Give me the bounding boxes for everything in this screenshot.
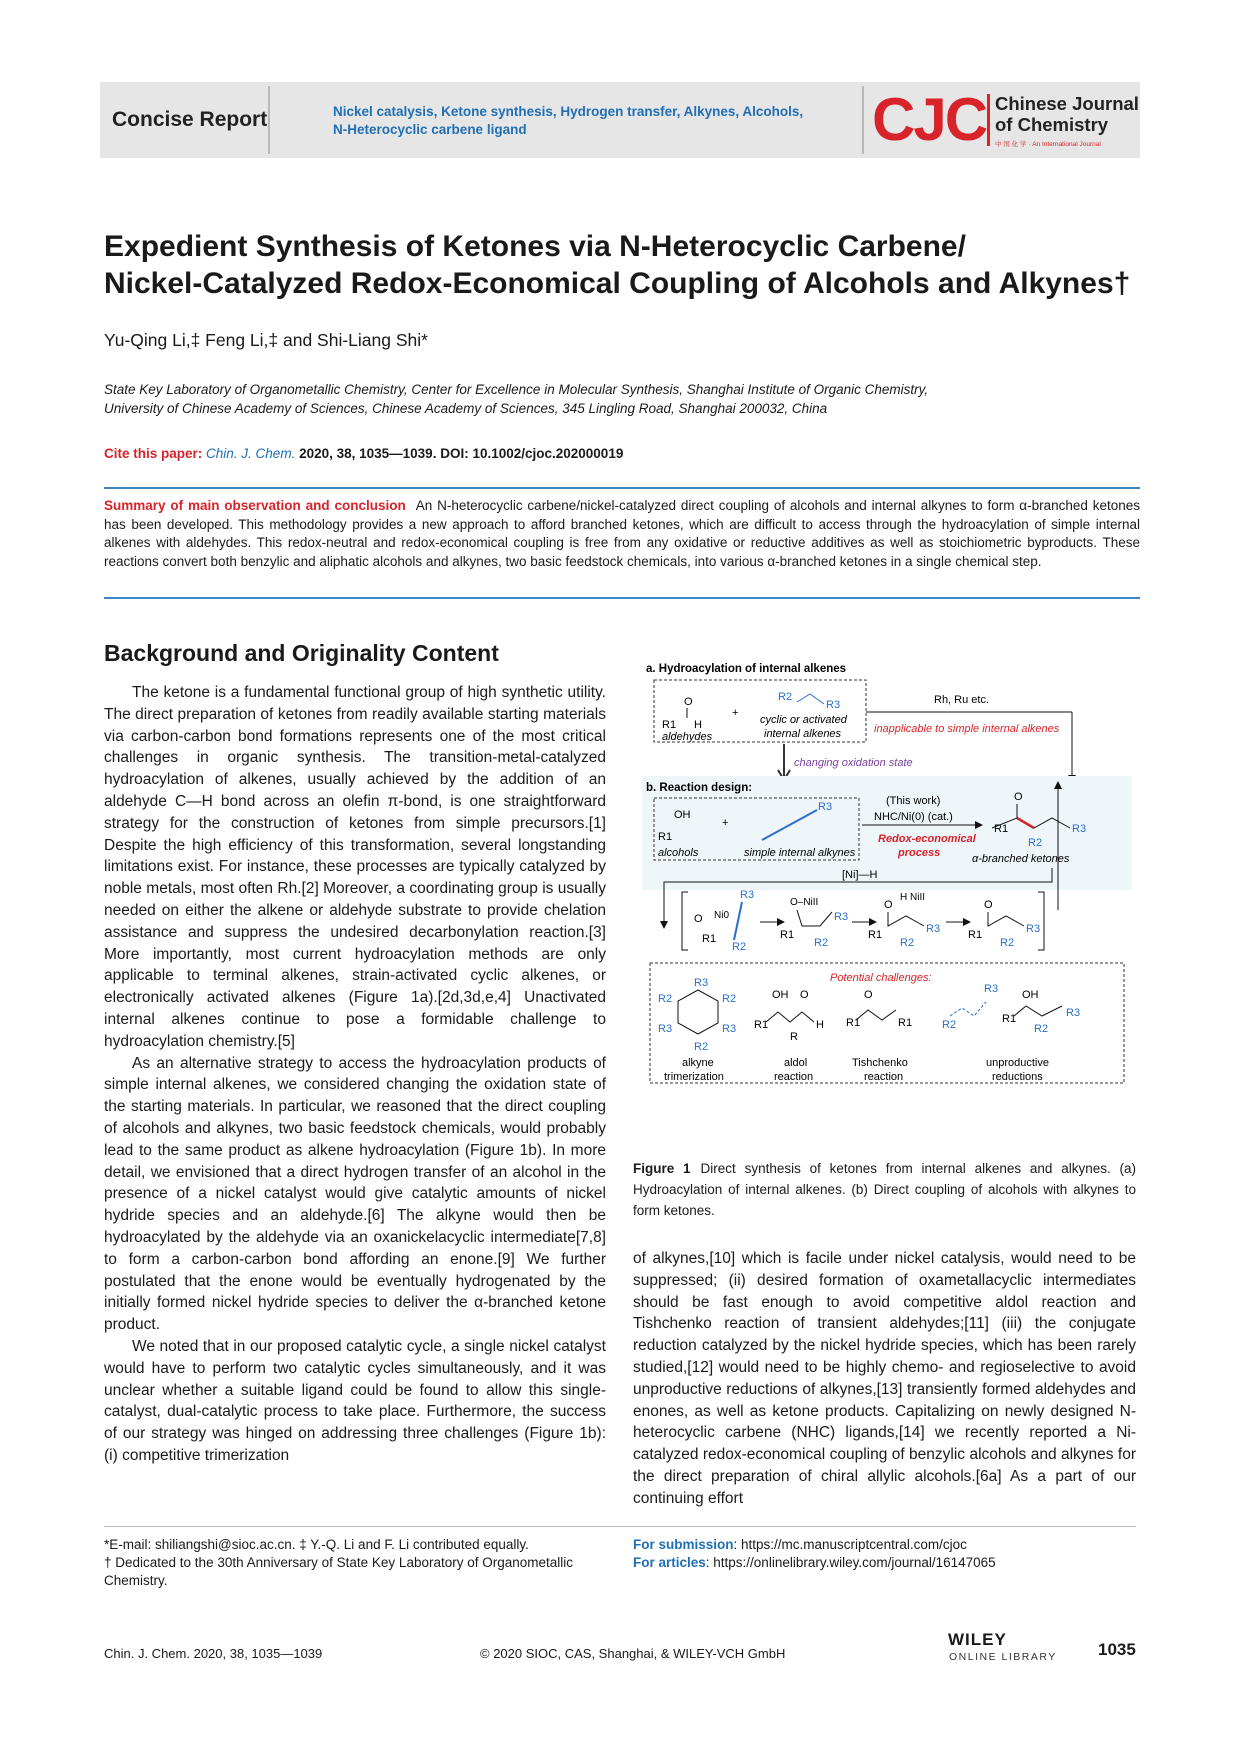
chem-H: H [816,1019,824,1031]
label-simple-alkynes: simple internal alkynes [744,847,856,859]
chem-R2: R2 [814,937,829,949]
alkyne-bond [734,902,742,940]
double-arrow [778,744,790,780]
label-a: a. Hydroacylation of internal alkenes [646,663,847,675]
summary-label: Summary of main observation and conclusion [104,498,406,513]
affiliation-line-1: State Key Laboratory of Organometallic Chemistry, Center for Excellence in Molecular Synthesis, Shanghai Institute of Organic Chemistry, [104,382,929,397]
chem-R1: R1 [662,719,677,731]
chem-R1: R1 [702,933,717,945]
label-catalyst: NHC/Ni(0) (cat.) [874,811,953,823]
label-potential: Potential challenges: [830,972,932,984]
chem-R3: R3 [722,1023,737,1035]
journal-logo: CJC [872,86,987,153]
articles-line [633,1554,1136,1572]
paragraph-4: of alkynes,[10] which is facile under nickel catalysis, would need to be suppressed; (ii) desired formation of oxametallacyclic intermediates should be fast enough to avoid competitive aldol reaction and Tishchenko reaction of transient aldehydes;[11] (iii) the conjugate reduction catalyzed by the nickel hydride species, which has been rarely studied,[12] would need to be highly chemo- and regioselective to avoid unproductive reductions of alkynes,[13] transiently formed aldehydes and enones, as well as ketone products. Capitalizing on newly designed N-heterocyclic carbene (NHC) ligands,[14] we recently reported a Ni-catalyzed redox-economical coupling of benzylic alcohols and alkynes for the direct preparation of chiral allylic alcohols.[6a] As a part of our continuing effort [633,1250,1136,1507]
summary-rule-bottom [104,597,1140,599]
cite-label: Cite this paper: [104,446,203,461]
cite-details[interactable]: 2020, 38, 1035—1039. DOI: 10.1002/cjoc.202000019 [299,446,624,461]
authors: Yu-Qing Li,‡ Feng Li,‡ and Shi-Liang Shi* [104,330,428,350]
chem-R2: R2 [1028,837,1043,849]
chem-O: O [800,989,809,1001]
challenge-3-line-1: Tishchenko [852,1057,908,1069]
label-b: b. Reaction design: [646,782,753,794]
figure-label: Figure 1 [633,1161,691,1176]
summary-rule-top [104,487,1140,489]
chem-R2: R2 [778,691,793,703]
chem-OH: OH [674,809,691,821]
affiliation-line-2: University of Chinese Academy of Sciences, Chinese Academy of Sciences, 345 Lingling Road, Shanghai 200032, China [104,401,828,416]
title-line-1: Expedient Synthesis of Ketones via N-Heterocyclic Carbene/ [104,230,966,263]
articles-link[interactable]: : https://onlinelibrary.wiley.com/journal/16147065 [705,1555,996,1570]
page-number: 1035 [1098,1640,1136,1659]
submission-info [633,1536,1136,1572]
label-redox-1: Redox-economical [878,833,976,845]
label-alkenes-1: cyclic or activated [760,714,847,726]
chem-R2: R2 [1000,937,1015,949]
journal-name-line-1: Chinese Journal [995,93,1139,114]
label-inapplicable: inapplicable to simple internal alkenes [874,723,1060,735]
chem-O: O [984,899,993,911]
chem-R1: R1 [658,831,673,843]
challenge-2-line-1: aldol [784,1057,808,1069]
chem-R2: R2 [694,1041,709,1053]
plus-sign: + [722,817,729,829]
label-changing: changing oxidation state [794,757,913,769]
chem-OH: OH [772,989,789,1001]
footnote-email: *E-mail: shiliangshi@sioc.ac.cn. ‡ Y.-Q. Li and F. Li contributed equally. [104,1537,529,1552]
cite-journal[interactable]: Chin. J. Chem. [206,446,296,461]
ring-bonds [797,910,832,926]
section-heading: Background and Originality Content [104,640,499,666]
affiliation [104,380,1144,418]
chem-R3: R3 [984,983,999,995]
scheme-graphic [642,660,1132,1140]
chem-R2: R2 [732,941,747,953]
chem-R2: R2 [900,937,915,949]
chem-ni0: Ni0 [714,910,730,921]
body-column-left [104,682,606,1467]
submission-label: For submission [633,1537,734,1552]
chem-R1: R1 [994,823,1009,835]
chem-R1: R1 [968,929,983,941]
title-line-2: Nickel-Catalyzed Redox-Economical Coupling of Alcohols and Alkynes† [104,267,1131,300]
label-alkenes-2: internal alkenes [764,728,842,740]
chem-R3: R3 [694,977,709,989]
chem-R1: R1 [1002,1013,1017,1025]
chem-O: O [684,696,693,708]
chem-R2: R2 [1034,1023,1049,1035]
enone-bonds [888,912,924,926]
alkene-bond [797,694,824,704]
paper-title [104,228,1154,302]
chem-R2: R2 [942,1019,957,1031]
keywords-line-2: N-Heterocyclic carbene ligand [333,122,527,137]
footer-citation: Chin. J. Chem. 2020, 38, 1035—1039 [104,1646,323,1661]
paragraph-2: As an alternative strategy to access the hydroacylation products of simple internal alkenes, we considered changing the oxidation state of the starting materials. In particular, we reasoned that the direct coupling of alcohols and alkynes, two basic feedstock chemicals, would probably lead to the same product as alkene hydroacylation (Figure 1b). In more detail, we envisioned that a direct hydrogen transfer of an alcohol in the presence of a nickel catalyst would give catalytic amounts of nickel hydride species and an aldehyde.[6] The alkyne would then be hydroacylated by the aldehyde via an oxanickelacyclic intermediate[7,8] to form a carbon-carbon bond affording an enone.[9] We further postulated that the enone would be eventually hydrogenated by the initially formed nickel hydride species to deliver the α-branched ketone product. [104,1054,606,1334]
enone-bonds [988,912,1024,926]
label-nih: [Ni]—H [842,869,878,881]
challenge-3-line-2: reaction [864,1071,904,1083]
logo-bar [987,94,990,146]
chem-R1: R1 [898,1017,913,1029]
label-aldehydes: aldehydes [662,731,713,743]
chem-oni: O–NiII [790,897,819,908]
citation-line [104,446,623,461]
footnote-rule [104,1526,1136,1527]
chem-O: O [864,989,873,1001]
footnotes [104,1536,614,1590]
chem-OH: OH [1022,989,1039,1001]
chem-O: O [1014,791,1023,803]
journal-subtitle: 中 国 化 学 · An International Journal [995,141,1101,148]
chem-R1: R1 [868,929,883,941]
report-type: Concise Report [112,108,268,131]
chem-R3: R3 [818,801,833,813]
chem-R3: R3 [1026,923,1041,935]
chem-R3: R3 [1066,1007,1081,1019]
reduction-bonds [950,1002,986,1016]
tishchenko-bonds [856,1010,896,1020]
chem-R3: R3 [740,889,755,901]
aldol-bonds [766,1012,814,1022]
chem-R3: R3 [658,1023,673,1035]
challenge-4-line-1: unproductive [986,1057,1049,1069]
summary [104,497,1140,571]
figure-1 [642,660,1132,1140]
journal-name [995,93,1139,135]
chem-hni: H NiII [900,892,925,903]
benzene-ring [678,990,718,1034]
header-divider [268,86,270,154]
label-this-work: (This work) [886,795,941,807]
chem-R2: R2 [722,993,737,1005]
keywords [333,103,853,139]
challenge-1-line-2: trimerization [664,1071,724,1083]
paragraph-1: The ketone is a fundamental functional group of high synthetic utility. The direct preparation of ketones from readily available starting materials via carbon-carbon bond formations represents one of the most critical challenges in organic synthesis. The transition-metal-catalyzed hydroacylation of alkenes, usually achieved by the addition of an aldehyde C—H bond across an olefin π-bond, is one straightforward strategy for the construction of ketones from simple precursors.[1] Despite the high efficiency of this transformation, several longstanding limitations exist. For instance, these processes are typically catalyzed by noble metals, most often Rh.[2] Moreover, a coordinating group is usually needed on either the alkene or aldehyde substrate to provide chelation assistance and suppress the undesired decarbonylation reaction.[3] More importantly, most current hydroacylation methods are only applicable to terminal alkenes, strain-activated cyclic alkenes, or electronically activated alkenes (Figure 1a).[2d,3d,e,4] Unactivated internal alkenes continue to pose a formidable challenge to hydroacylation chemistry.[5] [104,684,606,1050]
figure-caption-text: Direct synthesis of ketones from internal alkenes and alkynes. (a) Hydroacylation of internal alkenes. (b) Direct coupling of alcohols with alkynes to form ketones. [633,1161,1136,1218]
label-redox-2: process [898,847,941,859]
body-column-right [633,1248,1136,1510]
chem-O: O [884,899,893,911]
footnote-dedication: † Dedicated to the 30th Anniversary of State Key Laboratory of Organometallic Chemistry. [104,1555,574,1588]
challenge-1-line-1: alkyne [682,1057,714,1069]
footer-copyright: © 2020 SIOC, CAS, Shanghai, & WILEY-VCH GmbH [480,1646,786,1661]
submission-line [633,1536,1136,1554]
chem-R3: R3 [826,699,841,711]
chem-R3: R3 [1072,823,1087,835]
challenge-2-line-2: reaction [774,1071,814,1083]
submission-link[interactable]: : https://mc.manuscriptcentral.com/cjoc [733,1537,967,1552]
summary-text: An N-heterocyclic carbene/nickel-catalyzed direct coupling of alcohols and internal alkynes to form α-branched ketones has been developed. This methodology provides a new approach to afford branched ketones, which are difficult to access through the hydroacylation of simple internal alkenes with aldehydes. This redox-neutral and redox-economical coupling is free from any oxidative or reductive additives as well as stoichiometric byproducts. These reactions convert both benzylic and aliphatic alcohols and alkynes, two basic feedstock chemicals, into various α-branched ketones in a single chemical step. [104,498,1140,569]
journal-name-line-2: of Chemistry [995,114,1109,135]
chem-R1: R1 [846,1017,861,1029]
keywords-line-1: Nickel catalysis, Ketone synthesis, Hydrogen transfer, Alkynes, Alcohols, [333,104,804,119]
challenge-4-line-2: reductions [992,1071,1043,1083]
bracket-right [1038,892,1044,950]
chem-R: R [790,1031,798,1043]
paragraph-3: We noted that in our proposed catalytic cycle, a single nickel catalyst would have to perform two catalytic cycles simultaneously, and it was unclear whether a suitable ligand could be found to allow this single-catalyst, dual-catalytic process to take place. Furthermore, the success of our strategy was hinged on addressing three challenges (Figure 1b): (i) competitive trimerization [104,1337,606,1464]
label-branched-ketones: α-branched ketones [972,853,1070,865]
articles-label: For articles [633,1555,706,1570]
figure-caption [633,1158,1136,1221]
chem-R3: R3 [926,923,941,935]
chem-R1: R1 [780,929,795,941]
label-rh-ru: Rh, Ru etc. [934,694,990,706]
chem-O: O [694,913,703,925]
chem-R1: R1 [754,1019,769,1031]
bracket-left [682,892,688,950]
plus-sign: + [732,707,739,719]
wiley-logo: WILEY [948,1630,1007,1649]
chem-H: H [694,719,702,731]
reduction-bonds [1014,1006,1062,1016]
chem-R2: R2 [658,993,673,1005]
wiley-online-library: ONLINE LIBRARY [949,1651,1057,1663]
chem-R3: R3 [834,911,849,923]
header-divider [862,86,864,154]
label-alcohols: alcohols [658,847,699,859]
